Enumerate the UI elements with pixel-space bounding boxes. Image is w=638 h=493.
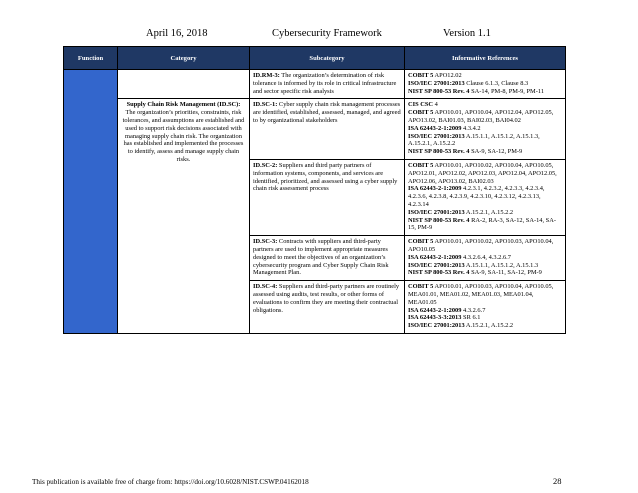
header-date: April 16, 2018 bbox=[146, 28, 208, 39]
function-cell bbox=[64, 70, 118, 334]
category-cell bbox=[118, 99, 250, 334]
reference-line: CIS CSC 4 bbox=[408, 101, 438, 109]
reference-line: NIST SP 800-53 Rev. 4 SA-9, SA-12, PM-9 bbox=[408, 148, 523, 156]
reference-line: NIST SP 800-53 Rev. 4 SA-14, PM-8, PM-9, PM-11 bbox=[408, 87, 545, 95]
column-header-references: Informative References bbox=[405, 47, 566, 70]
reference-line: ISA 62443-3-3:2013 SR 6.1 bbox=[408, 314, 481, 322]
references-cell bbox=[405, 236, 566, 281]
reference-line: ISO/IEC 27001:2013 A.15.2.1, A.15.2.2 bbox=[408, 208, 514, 216]
subcategory-cell: ID.SC-1: Cyber supply chain risk management processes are identified, established, assessed, managed, and agreed to by organizational stakeholders bbox=[250, 99, 405, 160]
reference-line: NIST SP 800-53 Rev. 4 SA-9, SA-11, SA-12, PM-9 bbox=[408, 269, 542, 277]
references-cell bbox=[405, 281, 566, 334]
references-cell bbox=[405, 159, 566, 235]
table-header-row bbox=[64, 47, 566, 70]
reference-line: ISA 62443-2-1:2009 4.3.2.6.7 bbox=[408, 306, 486, 314]
reference-line: COBIT 5 APO10.01, APO10.04, APO12.04, APO12.05, APO13.02, BAI01.03, BAI02.03, BAI04.02 bbox=[408, 109, 554, 124]
subcategory-cell: ID.SC-3: Contracts with suppliers and third-party partners are used to implement appropriate measures designed to meet the objectives of an organization’s cybersecurity program and Cyber Supply Chain Risk Management Plan. bbox=[250, 236, 405, 281]
references-cell bbox=[405, 99, 566, 160]
reference-line: ISO/IEC 27001:2013 A.15.2.1, A.15.2.2 bbox=[408, 322, 514, 330]
header-title: Cybersecurity Framework bbox=[272, 28, 382, 39]
framework-table bbox=[63, 46, 566, 334]
page-number: 28 bbox=[553, 476, 562, 486]
category-title: Supply Chain Risk Management (ID.SC): bbox=[126, 101, 241, 109]
subcategory-cell: ID.SC-2: Suppliers and third party partners of information systems, components, and services are identified, prioritized, and assessed using a cyber supply chain risk assessment process bbox=[250, 159, 405, 235]
reference-line: ISO/IEC 27001:2013 Clause 6.1.3, Clause 8.3 bbox=[408, 79, 529, 87]
subcategory-cell: ID.RM-3: The organization’s determination of risk tolerance is informed by its role in critical infrastructure and sector specific risk analysis bbox=[250, 70, 405, 99]
table-row bbox=[64, 99, 566, 160]
reference-line: ISA 62443-2-1:2009 4.3.4.2 bbox=[408, 124, 481, 132]
category-description: The organization’s priorities, constraints, risk tolerances, and assumptions are established and used to support risk decisions associated with managing supply chain risk. The organization has established and implemented the processes to identify, assess and manage supply chain risks. bbox=[122, 109, 245, 163]
subcategory-cell: ID.SC-4: Suppliers and third-party partners are routinely assessed using audits, test results, or other forms of evaluations to confirm they are meeting their contractual obligations. bbox=[250, 281, 405, 334]
references-cell bbox=[405, 70, 566, 99]
reference-line: ISA 62443-2-1:2009 4.2.3.1, 4.2.3.2, 4.2.3.3, 4.2.3.4, 4.2.3.6, 4.2.3.8, 4.2.3.9, 4.2.3.10, 4.2.3.12, 4.2.3.13, 4.2.3.14 bbox=[408, 185, 545, 208]
reference-line: NIST SP 800-53 Rev. 4 RA-2, RA-3, SA-12, SA-14, SA-15, PM-9 bbox=[408, 216, 556, 232]
reference-line: ISA 62443-2-1:2009 4.3.2.6.4, 4.3.2.6.7 bbox=[408, 253, 511, 261]
footer-availability-note: This publication is available free of charge from: https://doi.org/10.6028/NIST.CSWP.04162018 bbox=[32, 478, 309, 486]
column-header-function: Function bbox=[64, 47, 118, 70]
reference-line: ISO/IEC 27001:2013 A.15.1.1, A.15.1.2, A.15.1.3 bbox=[408, 261, 539, 269]
header-version: Version 1.1 bbox=[443, 28, 491, 39]
table-row bbox=[64, 70, 566, 99]
column-header-category: Category bbox=[118, 47, 250, 70]
reference-line: COBIT 5 APO12.02 bbox=[408, 72, 462, 79]
category-cell-empty bbox=[118, 70, 250, 99]
reference-line: COBIT 5 APO10.01, APO10.02, APO10.04, APO10.05, APO12.01, APO12.02, APO12.03, APO12.04, APO12.05, APO12.06, APO13.02, BAI02.03 bbox=[408, 161, 557, 185]
reference-line: ISO/IEC 27001:2013 A.15.1.1, A.15.1.2, A.15.1.3, A.15.2.1, A.15.2.2 bbox=[408, 132, 540, 148]
column-header-subcategory: Subcategory bbox=[250, 47, 405, 70]
reference-line: COBIT 5 APO10.01, APO10.02, APO10.03, APO10.04, APO10.05 bbox=[408, 238, 554, 253]
reference-line: COBIT 5 APO10.01, APO10.03, APO10.04, APO10.05, MEA01.01, MEA01.02, MEA01.03, MEA01.04, MEA01.05 bbox=[408, 283, 554, 306]
